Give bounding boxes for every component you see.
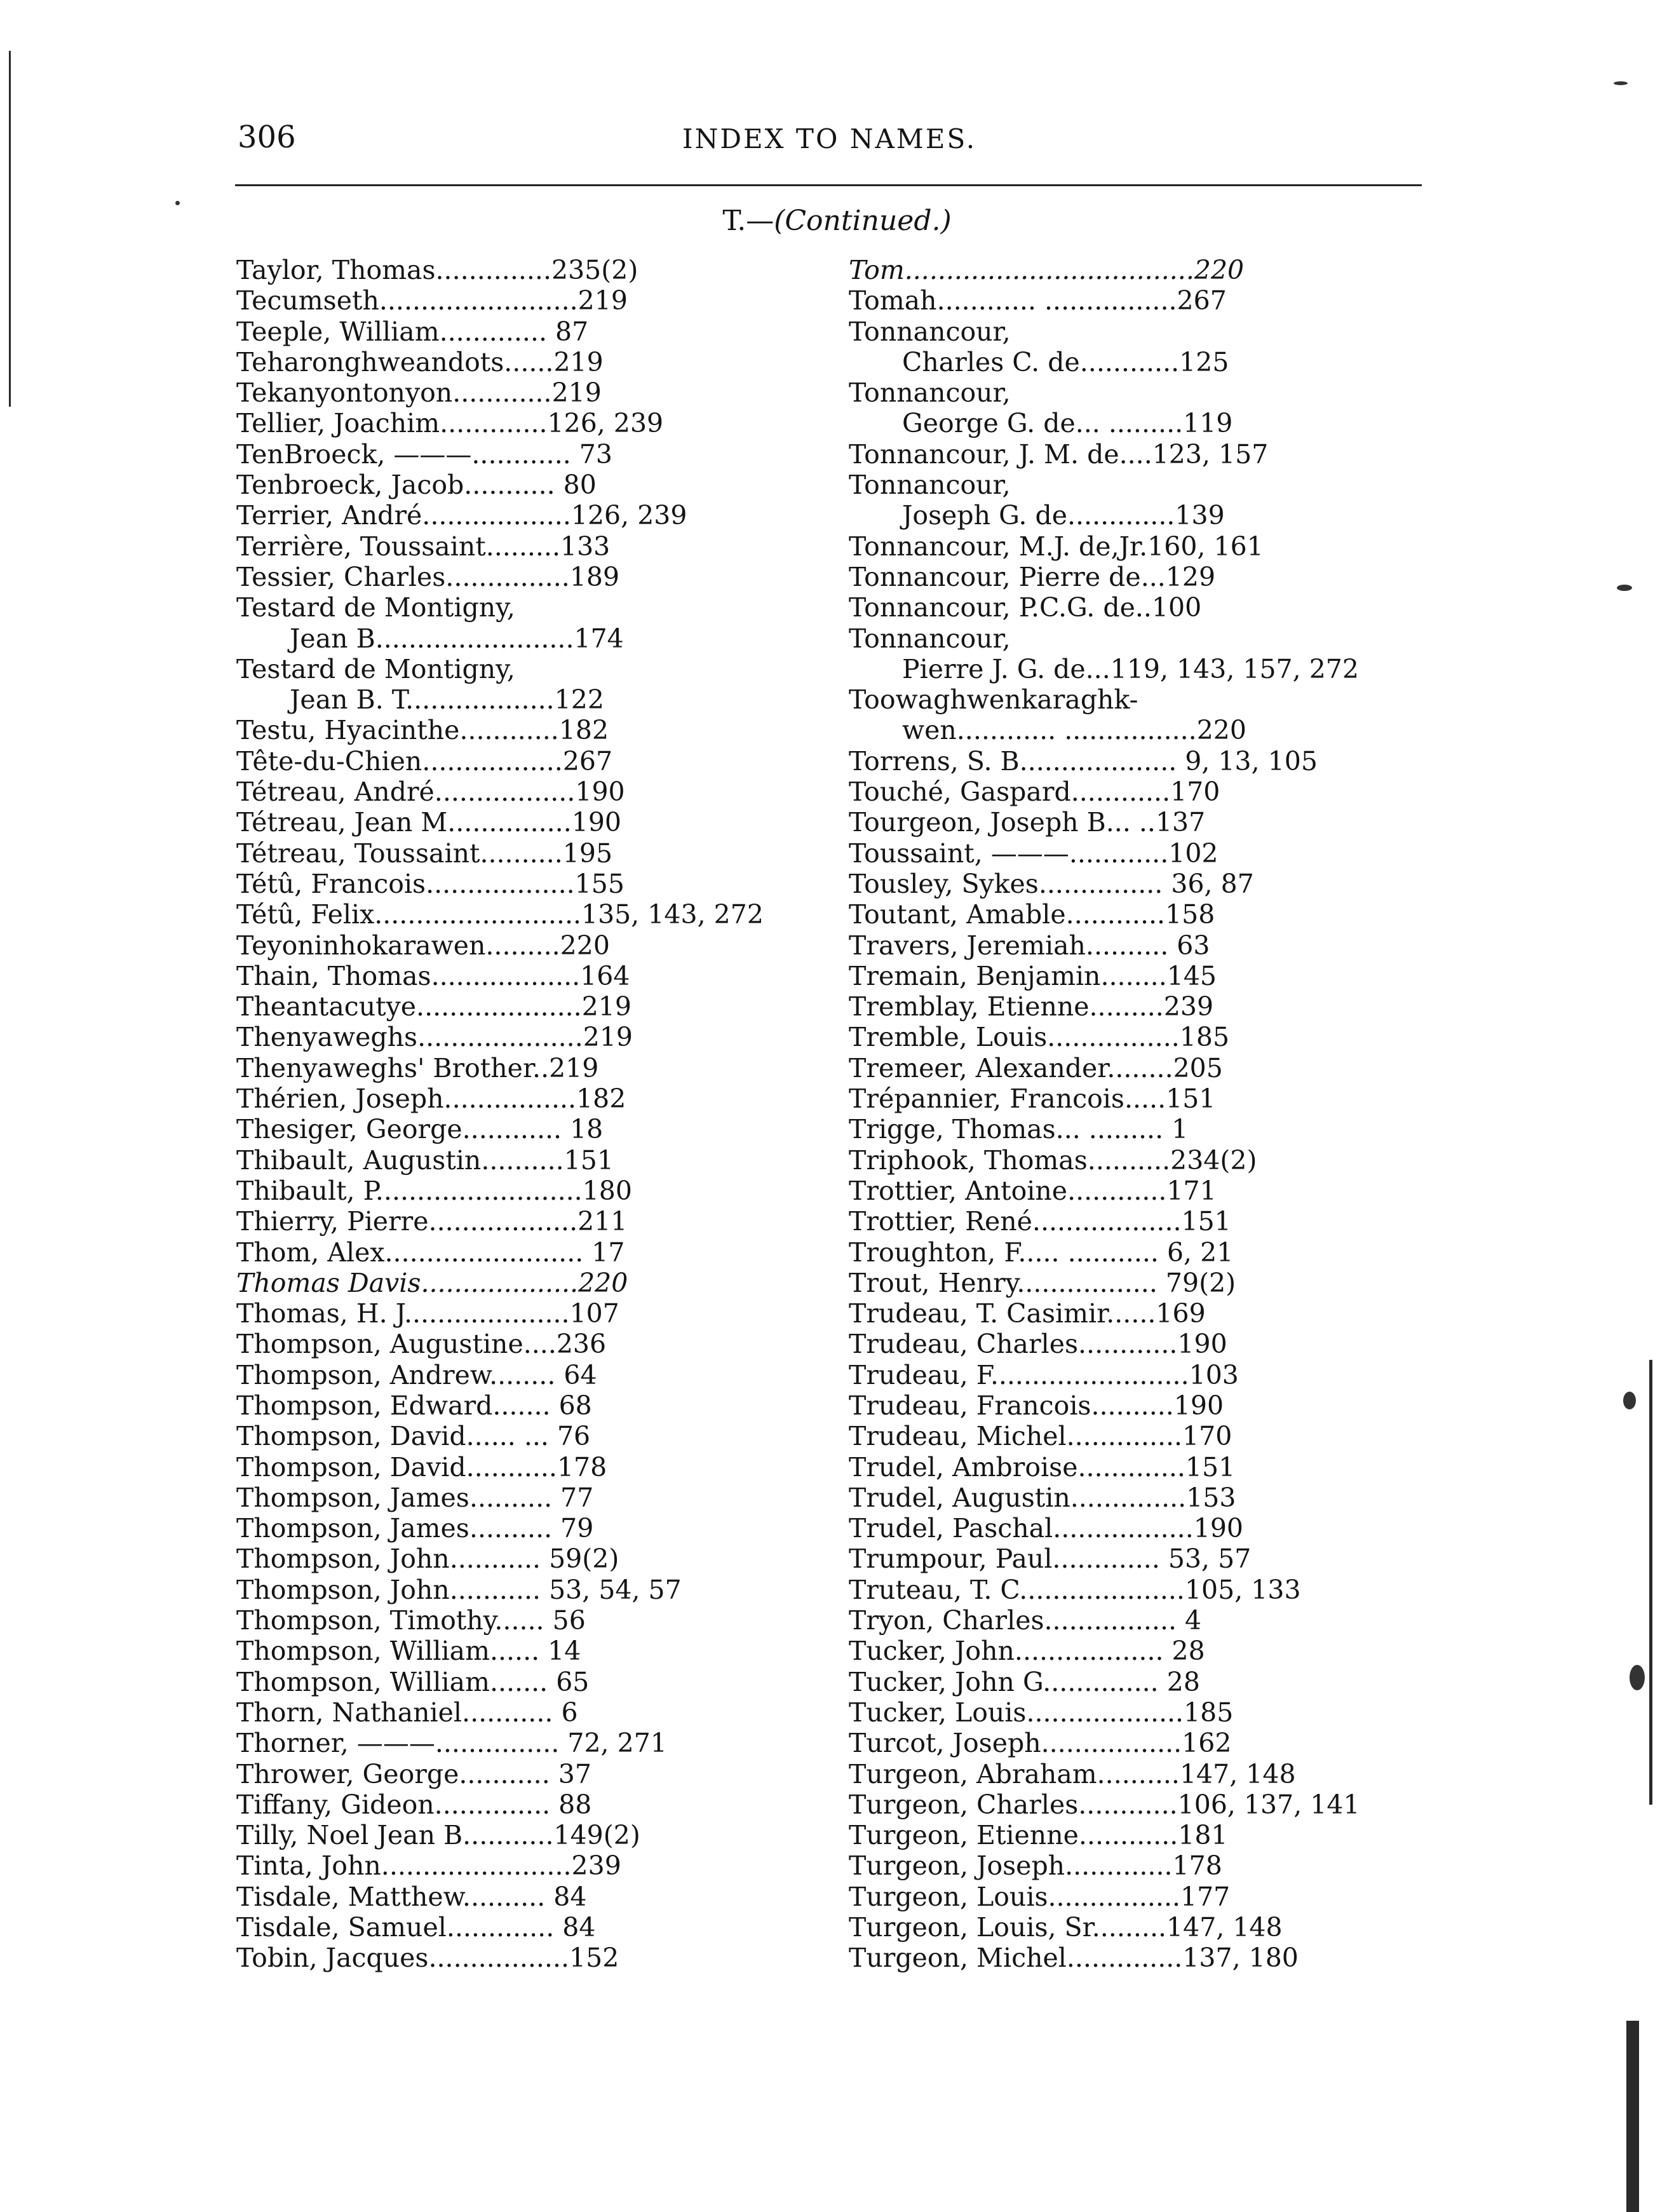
index-entry: Tucker, John.................. 28 xyxy=(849,1636,1205,1667)
index-entry: Thorn, Nathaniel........... 6 xyxy=(236,1697,578,1728)
index-entry: Trumpour, Paul............. 53, 57 xyxy=(849,1544,1252,1575)
index-entry: Thorner, ———............... 72, 271 xyxy=(236,1728,667,1759)
index-entry: Theantacutye....................219 xyxy=(236,991,631,1022)
index-entry: Tremble, Louis................185 xyxy=(849,1022,1230,1053)
index-entry: Trépannier, Francois.....151 xyxy=(849,1083,1216,1115)
index-entry: Tecumseth........................219 xyxy=(236,285,628,316)
index-entry: Tonnancour, M.J. de,Jr.160, 161 xyxy=(849,531,1264,562)
index-entry: Thibault, Augustin..........151 xyxy=(236,1144,614,1176)
page-number: 306 xyxy=(238,119,296,155)
index-entry: Tisdale, Samuel............. 84 xyxy=(236,1912,596,1943)
index-entry: Terrier, André..................126, 239 xyxy=(236,500,687,531)
index-entry: Tétreau, Jean M...............190 xyxy=(236,807,621,838)
index-entry: Testard de Montigny, xyxy=(236,592,515,623)
index-entry: Thom, Alex........................ 17 xyxy=(236,1237,625,1268)
index-entry: Tisdale, Matthew.......... 84 xyxy=(236,1881,587,1912)
index-entry: Teharonghweandots......219 xyxy=(236,346,604,377)
index-entry: Thompson, Augustine....236 xyxy=(236,1329,607,1360)
index-entry: Tinta, John.......................239 xyxy=(236,1850,621,1882)
index-entry: Trudel, Augustin..............153 xyxy=(849,1482,1236,1513)
index-entry: Tourgeon, Joseph B... ..137 xyxy=(849,807,1206,838)
index-entry: Turgeon, Abraham..........147, 148 xyxy=(849,1758,1296,1789)
index-entry: Trudeau, Michel..............170 xyxy=(849,1421,1232,1452)
index-entry: wen............ ................220 xyxy=(902,715,1246,746)
index-entry: Trudeau, Francois..........190 xyxy=(849,1390,1224,1421)
index-entry: Tryon, Charles................ 4 xyxy=(849,1605,1202,1636)
index-entry: Thesiger, George............ 18 xyxy=(236,1114,604,1145)
index-entry: Tonnancour, J. M. de....123, 157 xyxy=(849,438,1269,470)
index-entry: Troughton, F..... ........... 6, 21 xyxy=(849,1237,1234,1268)
index-entry: Turgeon, Michel..............137, 180 xyxy=(849,1943,1299,1974)
scan-speck xyxy=(1630,1665,1645,1690)
index-entry: Thompson, William...... 14 xyxy=(236,1636,581,1667)
index-entry: Tonnancour, P.C.G. de..100 xyxy=(849,592,1202,623)
index-entry: Travers, Jeremiah.......... 63 xyxy=(849,930,1210,961)
index-entry: Tremblay, Etienne.........239 xyxy=(849,991,1214,1022)
index-entry: Turgeon, Joseph.............178 xyxy=(849,1850,1222,1882)
index-entry: Charles C. de............125 xyxy=(902,346,1229,377)
index-entry: Toutant, Amable............158 xyxy=(849,899,1215,930)
index-entry: Tomah............ ................267 xyxy=(849,285,1227,316)
index-entry: Thenyaweghs' Brother..219 xyxy=(236,1052,599,1083)
page-header xyxy=(238,114,1419,165)
index-entry: Touché, Gaspard............170 xyxy=(849,777,1220,808)
index-entry: Tétreau, Toussaint..........195 xyxy=(236,838,613,869)
index-entry: Thompson, David...........178 xyxy=(236,1451,607,1483)
index-entry: Testu, Hyacinthe............182 xyxy=(236,715,609,746)
index-entry: Toowaghwenkaraghk- xyxy=(849,684,1138,716)
section-continued: (Continued.) xyxy=(774,205,952,237)
index-entry: Thomas Davis...................220 xyxy=(236,1267,628,1298)
section-letter: T.— xyxy=(722,205,774,237)
index-entry: Tonnancour, xyxy=(849,623,1011,654)
index-entry: Tiffany, Gideon.............. 88 xyxy=(236,1789,592,1820)
index-entry: Turgeon, Louis, Sr.........147, 148 xyxy=(849,1912,1283,1943)
index-entry: Thompson, Edward....... 68 xyxy=(236,1390,592,1421)
index-column-left xyxy=(236,255,808,1974)
index-entry: Thompson, William....... 65 xyxy=(236,1666,590,1697)
left-margin-scan-line xyxy=(9,51,11,407)
index-entry: Trudel, Ambroise.............151 xyxy=(849,1451,1236,1483)
index-entry: Trottier, Antoine............171 xyxy=(849,1175,1217,1206)
index-entry: Tétû, Felix.........................135, 143, 272 xyxy=(236,899,764,930)
index-entry: Thompson, Timothy...... 56 xyxy=(236,1605,586,1636)
index-entry: Joseph G. de.............139 xyxy=(902,500,1225,531)
index-entry: Thompson, Andrew........ 64 xyxy=(236,1359,597,1390)
index-entry: Trottier, René..................151 xyxy=(849,1206,1231,1237)
index-entry: Tucker, Louis...................185 xyxy=(849,1697,1234,1728)
index-entry: Thibault, P.........................180 xyxy=(236,1175,632,1206)
header-rule xyxy=(235,184,1422,186)
index-entry: Tonnancour, xyxy=(849,470,1011,501)
index-entry: Pierre J. G. de...119, 143, 157, 272 xyxy=(902,653,1359,684)
index-entry: Tête-du-Chien.................267 xyxy=(236,745,613,777)
index-entry: Tilly, Noel Jean B...........149(2) xyxy=(236,1820,640,1851)
index-entry: Tousley, Sykes............... 36, 87 xyxy=(849,868,1254,899)
index-entry: Thompson, John........... 53, 54, 57 xyxy=(236,1574,682,1605)
scan-speck xyxy=(175,201,180,205)
scan-speck xyxy=(1617,585,1632,591)
index-entry: Jean B. T..................122 xyxy=(290,684,604,716)
index-entry: Turgeon, Charles............106, 137, 141 xyxy=(849,1789,1360,1820)
scan-speck xyxy=(1623,1392,1636,1409)
index-entry: Taylor, Thomas..............235(2) xyxy=(236,255,638,285)
index-entry: TenBroeck, ———............ 73 xyxy=(236,438,612,470)
index-column-right xyxy=(849,255,1446,1974)
index-entry: Torrens, S. B................... 9, 13, 105 xyxy=(849,745,1318,777)
index-entry: Tobin, Jacques.................152 xyxy=(236,1943,619,1974)
index-entry: Truteau, T. C....................105, 133 xyxy=(849,1574,1301,1605)
right-margin-scan-mark xyxy=(1626,2021,1639,2212)
index-entry: Tremeer, Alexander........205 xyxy=(849,1052,1223,1083)
index-entry: Trudeau, F........................103 xyxy=(849,1359,1239,1390)
index-entry: Turgeon, Louis................177 xyxy=(849,1881,1231,1912)
index-entry: Thompson, John........... 59(2) xyxy=(236,1544,619,1575)
index-entry: Trudeau, Charles............190 xyxy=(849,1329,1227,1360)
index-entry: Tétû, Francois..................155 xyxy=(236,868,624,899)
index-entry: Tessier, Charles...............189 xyxy=(236,561,620,592)
index-entry: Terrière, Toussaint.........133 xyxy=(236,531,611,562)
index-entry: Turgeon, Etienne............181 xyxy=(849,1820,1228,1851)
index-entry: Thérien, Joseph................182 xyxy=(236,1083,626,1115)
index-entry: Teyoninhokarawen.........220 xyxy=(236,930,610,961)
index-entry: Tonnancour, xyxy=(849,316,1011,347)
index-entry: Thompson, James.......... 77 xyxy=(236,1482,594,1513)
index-entry: Turcot, Joseph.................162 xyxy=(849,1728,1232,1759)
index-entry: Thompson, David...... ... 76 xyxy=(236,1421,591,1452)
index-entry: Trudeau, T. Casimir......169 xyxy=(849,1298,1206,1329)
index-entry: Tom...................................220 xyxy=(849,255,1245,285)
index-entry: Trigge, Thomas... ......... 1 xyxy=(849,1114,1189,1145)
index-entry: Thrower, George........... 37 xyxy=(236,1758,591,1789)
index-entry: Thain, Thomas..................164 xyxy=(236,960,630,991)
index-entry: Tellier, Joachim.............126, 239 xyxy=(236,408,664,439)
section-heading xyxy=(0,205,1674,237)
index-entry: Thierry, Pierre..................211 xyxy=(236,1206,628,1237)
index-entry: Toussaint, ———............102 xyxy=(849,838,1218,869)
index-entry: Tremain, Benjamin........145 xyxy=(849,960,1217,991)
index-entry: George G. de... .........119 xyxy=(902,408,1233,439)
index-entry: Jean B........................174 xyxy=(290,623,624,654)
index-entry: Testard de Montigny, xyxy=(236,653,515,684)
scan-speck xyxy=(1614,81,1628,85)
index-entry: Tonnancour, Pierre de...129 xyxy=(849,561,1216,592)
index-entry: Tétreau, André.................190 xyxy=(236,777,625,808)
index-entry: Tucker, John G.............. 28 xyxy=(849,1666,1200,1697)
index-entry: Thomas, H. J....................107 xyxy=(236,1298,619,1329)
right-margin-scan-line xyxy=(1649,1360,1652,1805)
index-entry: Thenyaweghs....................219 xyxy=(236,1022,633,1053)
index-entry: Tekanyontonyon............219 xyxy=(236,377,602,409)
index-entry: Triphook, Thomas..........234(2) xyxy=(849,1144,1257,1176)
index-entry: Trout, Henry................. 79(2) xyxy=(849,1267,1236,1298)
index-entry: Thompson, James.......... 79 xyxy=(236,1513,594,1544)
index-entry: Tonnancour, xyxy=(849,377,1011,409)
index-entry: Tenbroeck, Jacob........... 80 xyxy=(236,470,597,501)
running-head: INDEX TO NAMES. xyxy=(682,123,977,154)
index-entry: Teeple, William............. 87 xyxy=(236,316,589,347)
index-entry: Trudel, Paschal.................190 xyxy=(849,1513,1244,1544)
